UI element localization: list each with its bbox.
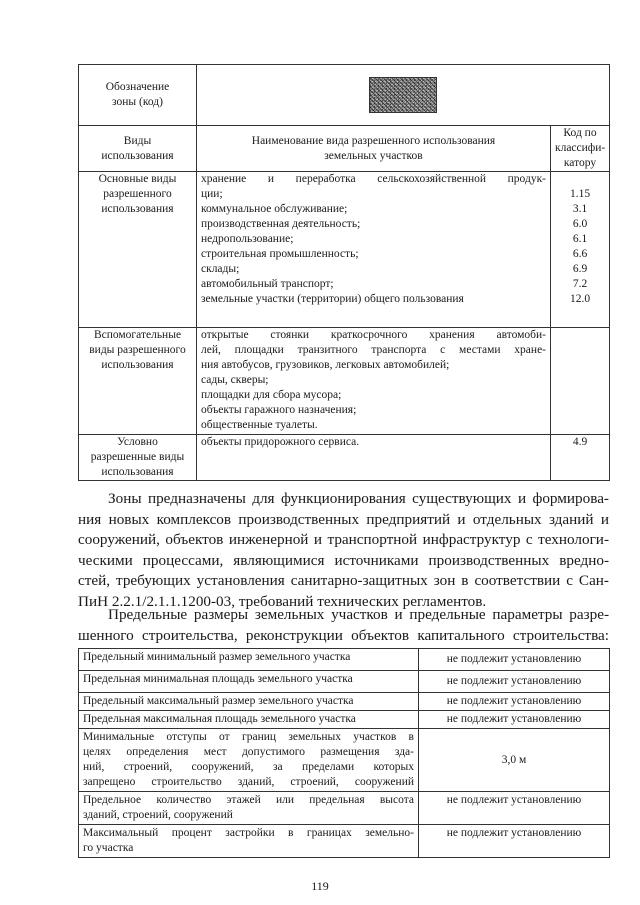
use-line: недропользование; [201, 233, 294, 245]
kind-line: использования [101, 203, 174, 215]
paragraph-line: Предельные размеры земельных участков и предельные параметры разре- [108, 606, 609, 623]
header-name-line: Наименование вида разрешенного использования [251, 134, 496, 147]
param-cell [79, 711, 419, 729]
value-cell: не подлежит установлению [419, 671, 610, 693]
code-cell [551, 328, 610, 435]
header-kinds [79, 126, 197, 172]
header-kinds-line: Виды [123, 134, 152, 147]
header-name-line: земельных участков [324, 149, 423, 162]
table-row [79, 729, 610, 792]
param-line: го участка [83, 842, 134, 854]
kind-line: использования [101, 359, 174, 371]
param-cell [79, 671, 419, 693]
param-line: Максимальный процент застройки в границах земельно- [83, 827, 414, 839]
zone-label-cell [79, 65, 197, 126]
code-cell [551, 172, 610, 328]
param-line: Предельная минимальная площадь земельного участка [83, 673, 353, 685]
paragraph-line: ПиН 2.2.1/2.1.1.1200-03, требований технических регламентов. [78, 592, 487, 610]
kind-line: разрешенного [103, 188, 172, 200]
param-cell [79, 792, 419, 825]
code-line: 6.9 [572, 263, 588, 275]
table-row [79, 649, 610, 671]
param-line: Предельный минимальный размер земельного участка [83, 651, 351, 663]
zone-label-line: зоны (код) [112, 96, 163, 108]
zone-label-line: Обозначение [105, 81, 170, 93]
use-line: сады, скверы; [201, 374, 269, 386]
zone-code-cell [197, 65, 610, 126]
table-row [79, 711, 610, 729]
code-line: 6.6 [572, 248, 588, 260]
page-number: 119 [311, 879, 329, 893]
kind-line: Условно [117, 436, 158, 448]
kind-line: виды разрешенного [89, 344, 186, 356]
zones-table [78, 64, 610, 481]
param-cell [79, 729, 419, 792]
code-line [555, 172, 605, 187]
zone-code-row [79, 65, 610, 126]
header-code [551, 126, 610, 172]
header-code-line: классифи- [555, 142, 606, 154]
use-line: объекты придорожного сервиса. [201, 436, 360, 448]
use-line: склады; [201, 263, 240, 275]
use-line: объекты гаражного назначения; [201, 404, 357, 416]
code-line: 4.9 [572, 436, 588, 448]
kind-line: использования [101, 466, 174, 478]
code-line: 6.0 [572, 218, 588, 230]
use-line: земельные участки (территории) общего пользования [201, 293, 464, 305]
header-name [197, 126, 551, 172]
param-line: запрещено строительство зданий, строений, сооружений [83, 776, 414, 788]
header-code-line: катору [563, 157, 597, 169]
use-line: хранение и переработка сельскохозяйственной продук- [201, 173, 546, 185]
uses-cell [197, 328, 551, 435]
paragraph-line: стей, требующих установления санитарно-защитных зон в соответствии с Сан- [78, 572, 609, 589]
kind-cell [79, 435, 197, 481]
code-cell [551, 435, 610, 481]
header-kinds-line: использования [101, 149, 174, 162]
use-line: ния автобусов, грузовиков, легковых автомобилей; [201, 359, 450, 371]
code-line: 1.15 [569, 188, 591, 200]
value-cell: не подлежит установлению [419, 792, 610, 825]
value-cell: не подлежит установлению [419, 693, 610, 711]
uses-cell [197, 172, 551, 328]
value-cell: не подлежит установлению [419, 825, 610, 858]
value-cell: не подлежит установлению [419, 711, 610, 729]
table-row [79, 825, 610, 858]
table-row-main [79, 172, 610, 328]
header-code-line: Код по [563, 127, 597, 139]
code-line: 3.1 [572, 203, 588, 215]
use-line: строительная промышленность; [201, 248, 359, 260]
paragraph-line: Зоны предназначены для функционирования существующих и формирова- [108, 490, 609, 507]
param-line: целях определения мест допустимого размещения зда- [83, 746, 414, 758]
table-row-conditional [79, 435, 610, 481]
uses-cell [197, 435, 551, 481]
use-line: автомобильный транспорт; [201, 278, 334, 290]
use-line: открытые стоянки краткосрочного хранения автомоби- [201, 329, 546, 341]
limits-table [78, 648, 610, 858]
param-cell [79, 825, 419, 858]
table-header-row [79, 126, 610, 172]
use-line: производственная деятельность; [201, 218, 361, 230]
param-cell [79, 693, 419, 711]
param-line: зданий, строений, сооружений [83, 809, 233, 821]
paragraph-line: ческими процессами, являющимися источниками производственных вредно- [78, 551, 609, 569]
table-row [79, 792, 610, 825]
kind-line: Основные виды [98, 173, 177, 185]
zones-purpose-paragraph [78, 489, 609, 612]
code-line: 12.0 [569, 293, 591, 305]
kind-cell [79, 328, 197, 435]
value-cell: не подлежит установлению [419, 649, 610, 671]
use-line: площадки для сбора мусора; [201, 389, 342, 401]
kind-line: Вспомогательные [93, 329, 182, 341]
redacted-zone-code [369, 77, 437, 113]
use-line: лей, площадки транзитного транспорта с местами хране- [201, 344, 546, 356]
value-cell: 3,0 м [419, 729, 610, 792]
table-row-auxiliary [79, 328, 610, 435]
param-line: Минимальные отступы от границ земельных участков в [83, 731, 414, 743]
param-line: Предельное количество этажей или предельная высота [83, 794, 414, 806]
table-row [79, 693, 610, 711]
param-cell [79, 649, 419, 671]
paragraph-line: ния новых комплексов производственных предприятий и отдельных зданий и [78, 510, 609, 528]
param-line: Предельная максимальная площадь земельного участка [83, 713, 356, 725]
param-line: Предельный максимальный размер земельного участка [83, 695, 354, 707]
code-line: 6.1 [572, 233, 588, 245]
kind-line: разрешенные виды [90, 451, 185, 463]
param-line: ний, строений, сооружений, за пределами которых [83, 761, 414, 773]
use-line: ции; [201, 188, 223, 200]
use-line: коммунальное обслуживание; [201, 203, 348, 215]
table-row [79, 671, 610, 693]
limits-intro-paragraph [78, 605, 609, 646]
paragraph-line: шенного строительства, реконструкции объектов капитального строительства: [78, 626, 609, 644]
paragraph-line: сооружений, объектов инженерной и транспортной инфраструктур с технологи- [78, 531, 609, 548]
use-line: общественные туалеты. [201, 419, 318, 431]
code-line: 7.2 [572, 278, 588, 290]
kind-cell [79, 172, 197, 328]
